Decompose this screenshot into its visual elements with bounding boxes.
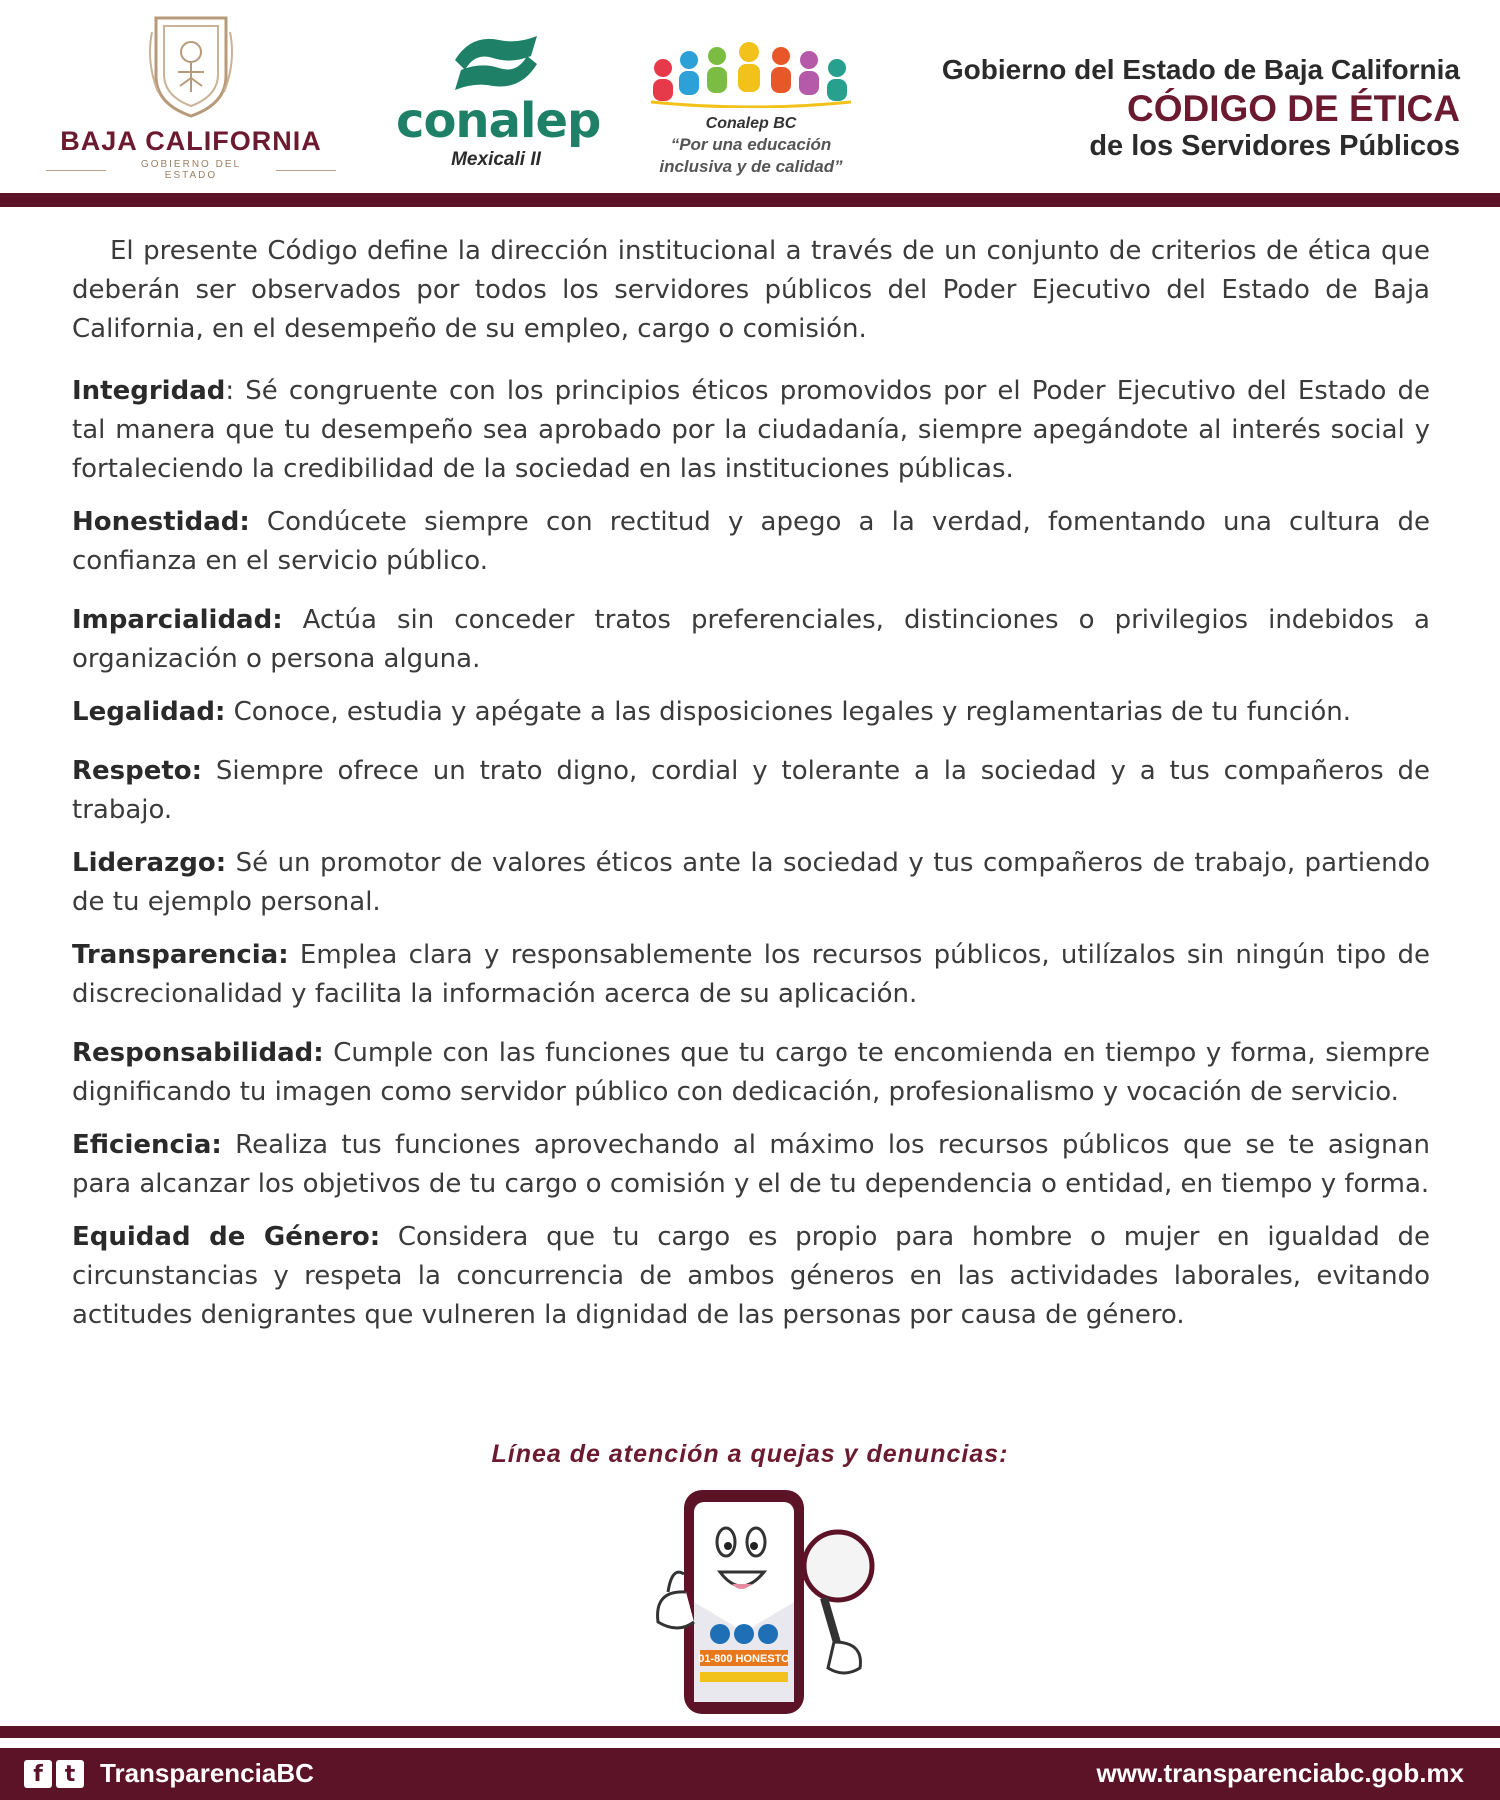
logo-bc-name: BAJA CALIFORNIA	[60, 126, 322, 156]
phone-mascot-icon	[628, 1482, 878, 1722]
twitter-icon[interactable]: t	[56, 1760, 84, 1788]
value-respeto	[72, 752, 1430, 830]
value-text: Cumple con las funciones que tu cargo te encomienda en tiempo y forma, siempre dignificando tu imagen como servidor público con dedicación, profesionalismo y vocación de servicio.	[72, 1038, 1430, 1107]
intro-paragraph: El presente Código define la dirección institucional a través de un conjunto de criterios de ética que deberán ser observados por todos los servidores públicos del Poder Ejecutivo del Estado de Baja California, en el desempeño de su empleo, cargo o comisión.	[72, 236, 1430, 344]
mascot-phone-number: 01-800 HONESTO	[698, 1653, 790, 1665]
value-legalidad	[72, 693, 1430, 732]
value-equidad-de-genero	[72, 1218, 1430, 1335]
value-transparencia	[72, 936, 1430, 1014]
value-liderazgo	[72, 844, 1430, 922]
value-responsabilidad	[72, 1034, 1430, 1112]
value-text: Siempre ofrece un trato digno, cordial y tolerante a la sociedad y a tus compañeros de trabajo.	[72, 756, 1430, 825]
document-body	[72, 232, 1430, 1349]
conalep-logo	[396, 30, 601, 180]
value-honestidad	[72, 503, 1430, 581]
logo-conalep-name: conalep	[396, 93, 601, 149]
website-link[interactable]: www.transparenciabc.gob.mx	[1096, 1758, 1464, 1788]
baja-california-logo	[46, 12, 336, 182]
value-term: Legalidad:	[72, 697, 226, 727]
page-subtitle: de los Servidores Públicos	[1089, 130, 1460, 162]
value-term: Liderazgo:	[72, 848, 227, 878]
logo-bc-sub: GOBIERNO DEL ESTADO	[140, 159, 242, 181]
logo-conalep-campus: Mexicali II	[451, 149, 541, 170]
value-text: Actúa sin conceder tratos preferenciales, distinciones o privilegios indebidos a organización o persona alguna.	[72, 605, 1430, 674]
value-term: Respeto:	[72, 756, 203, 786]
value-text: Conoce, estudia y apégate a las disposiciones legales y reglamentarias de tu función.	[225, 697, 1352, 727]
value-term: Equidad de Género:	[72, 1222, 381, 1252]
value-term: Responsabilidad:	[72, 1038, 324, 1068]
header-titles	[942, 54, 1460, 163]
state-coat-of-arms-icon	[148, 12, 234, 120]
value-text: : Sé congruente con los principios éticos promovidos por el Poder Ejecutivo del Estado de tal manera que tu desempeño sea aprobado por la ciudadanía, siempre apegándote al interés social y fortaleciendo la credibilidad de la sociedad en las instituciones públicas.	[72, 376, 1430, 484]
government-title: Gobierno del Estado de Baja California	[941, 54, 1460, 85]
value-term: Integridad	[72, 376, 226, 406]
footer-divider-band	[0, 1726, 1500, 1738]
value-term: Eficiencia:	[72, 1130, 222, 1160]
value-term: Honestidad:	[72, 507, 250, 537]
value-term: Imparcialidad:	[72, 605, 283, 635]
people-group-icon	[641, 38, 861, 108]
value-text: Sé un promotor de valores éticos ante la sociedad y tus compañeros de trabajo, partiendo de tu ejemplo personal.	[72, 848, 1430, 917]
page-title: CÓDIGO DE ÉTICA	[1126, 88, 1460, 129]
value-text: Realiza tus funciones aprovechando al máximo los recursos públicos que se te asignan para alcanzar los objetivos de tu cargo o comisión y el de tu dependencia o entidad, en tiempo y forma.	[72, 1130, 1430, 1199]
value-text: Condúcete siempre con rectitud y apego a la verdad, fomentando una cultura de confianza en el servicio público.	[72, 507, 1430, 576]
hotline-label: Línea de atención a quejas y denuncias:	[491, 1440, 1009, 1468]
divider	[276, 170, 336, 171]
header-divider-band	[0, 193, 1500, 207]
logo-people-name: Conalep BC	[705, 115, 797, 132]
value-integridad	[72, 372, 1430, 489]
social-icons	[24, 1760, 84, 1788]
page-footer	[0, 1748, 1500, 1800]
logo-people-slogan-1: “Por una educación	[670, 135, 832, 154]
page-header	[0, 0, 1500, 192]
conalep-symbol-icon	[441, 30, 551, 96]
facebook-icon[interactable]: f	[24, 1760, 52, 1788]
value-term: Transparencia:	[72, 940, 289, 970]
value-text: Considera que tu cargo es propio para hombre o mujer en igualdad de circunstancias y respeta la concurrencia de ambos géneros en las actividades laborales, evitando actitudes denigrantes que vulneren la dignidad de las personas por causa de género.	[72, 1222, 1430, 1330]
social-handle[interactable]: TransparenciaBC	[100, 1758, 314, 1788]
value-imparcialidad	[72, 601, 1430, 679]
value-eficiencia	[72, 1126, 1430, 1204]
conalep-bc-logo	[636, 38, 866, 188]
divider	[46, 170, 106, 171]
logo-people-slogan-2: inclusiva y de calidad”	[659, 157, 843, 176]
value-text: Emplea clara y responsablemente los recursos públicos, utilízalos sin ningún tipo de discrecionalidad y facilita la información acerca de su aplicación.	[72, 940, 1430, 1009]
